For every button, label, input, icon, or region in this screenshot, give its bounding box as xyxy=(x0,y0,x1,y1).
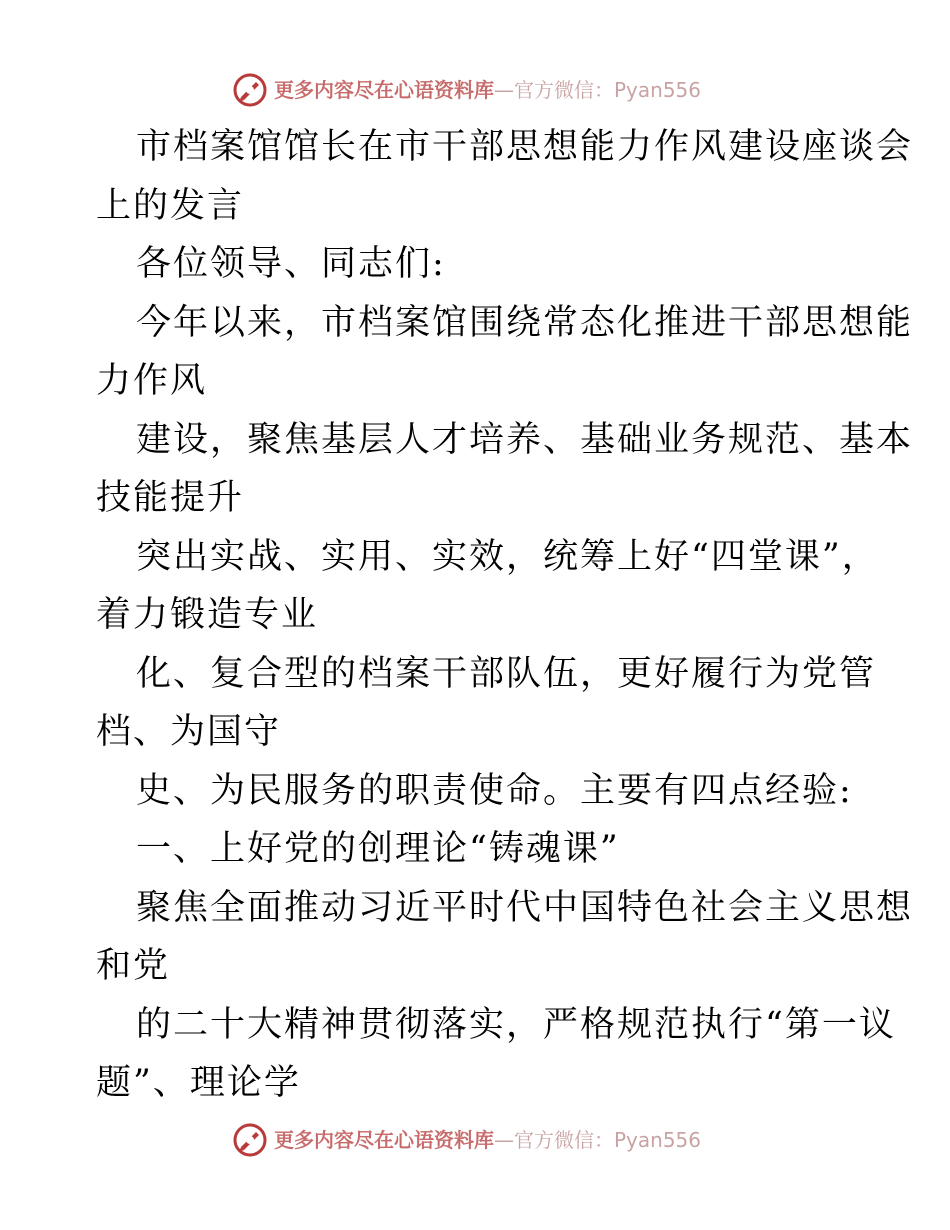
text-line: 各位领导、同志们: xyxy=(136,244,446,284)
footer-watermark xyxy=(232,1120,701,1160)
watermark-dash: — xyxy=(494,78,514,102)
text-line: 史、为民服务的职责使命。主要有四点经验: xyxy=(136,770,853,811)
text-line: 市档案馆馆长在市干部思想能力作风建设座谈会 xyxy=(136,127,914,167)
text-line: 突出实战、实用、实效，统筹上好“四堂课”， xyxy=(136,536,879,577)
text-line: 技能提升 xyxy=(96,478,245,518)
quill-seal-icon xyxy=(232,1122,268,1158)
watermark-lead: 更多内容尽在心语资料库 xyxy=(274,78,494,102)
watermark-text xyxy=(274,1130,701,1150)
document-body xyxy=(96,118,914,1113)
text-line: 档、为国守 xyxy=(96,712,282,752)
section-heading: 一、上好党的创理论“铸魂课” xyxy=(136,829,620,869)
text-line: 着力锻造专业 xyxy=(96,595,319,635)
text-line: 力作风 xyxy=(96,361,208,401)
watermark-contact: 官方微信：Pyan556 xyxy=(514,1128,702,1152)
text-line: 和党 xyxy=(96,946,171,986)
text-line: 聚焦全面推动习近平时代中国特色社会主义思想 xyxy=(136,887,914,928)
header-watermark xyxy=(232,70,701,110)
text-line: 题”、理论学 xyxy=(96,1063,301,1103)
text-line: 化、复合型的档案干部队伍，更好履行为党管 xyxy=(136,653,877,694)
watermark-contact: 官方微信：Pyan556 xyxy=(514,78,702,102)
text-line: 今年以来，市档案馆围绕常态化推进干部思想能 xyxy=(136,302,914,343)
quill-seal-icon xyxy=(232,72,268,108)
watermark-text xyxy=(274,80,701,100)
text-line: 建设，聚焦基层人才培养、基础业务规范、基本 xyxy=(136,419,914,460)
text-line: 上的发言 xyxy=(96,185,245,226)
watermark-dash: — xyxy=(494,1128,514,1152)
text-line: 的二十大精神贯彻落实，严格规范执行“第一议 xyxy=(136,1004,896,1045)
watermark-lead: 更多内容尽在心语资料库 xyxy=(274,1128,494,1152)
